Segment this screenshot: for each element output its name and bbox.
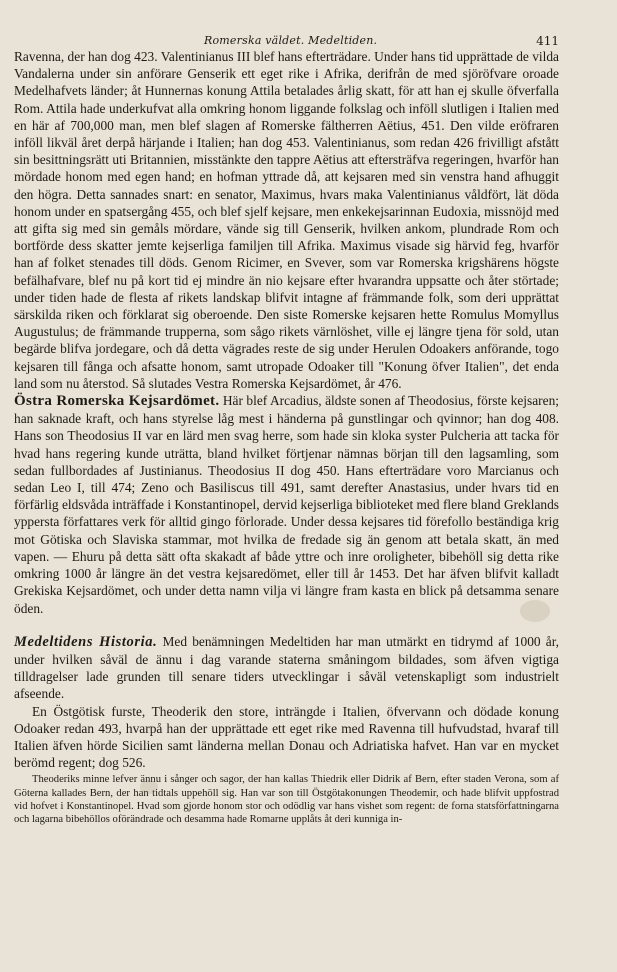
running-title: Romerska väldet. Medeltiden. [204,34,378,47]
section-gap [14,617,559,633]
paper-stain [140,780,158,794]
paragraph-eastern-empire [14,392,559,617]
paragraph-medieval-text: Med benämningen Medeltiden har man utmärkt en tidrymd af 1000 år, under hvilken såväl de ännu i dag varande staterna småningom bildades, som äfven vigtiga tilldragelser lade grunden till senare tiders utvecklingar i såväl vetenskapligt som industrielt afseende. [14,633,559,702]
page-number: 411 [536,34,559,48]
section-heading-eastern-empire: Östra Romerska Kejsardömet. [14,393,220,410]
paper-stain [520,600,550,622]
paragraph-theoderik: En Östgötisk furste, Theoderik den store, inträngde i Italien, öfvervann och dödade konung Odoaker redan 493, hvarpå han der upprättade ett eget rike med Ravenna till hufvudstad, hvaraf till Italien äfven hörde Sicilien samt länderna mellan Donau och Adriatiska hafvet. Han var en mycket berömd regent; dog 526. [14,703,559,771]
section-heading-medieval: Medeltidens Historia. [14,633,158,650]
footnote-theoderik: Theoderiks minne lefver ännu i sånger och sagor, der han kallas Thiedrik eller Didrik af Bern, efter staden Verona, som af Göterna kallades Bern, der han tidtals uppehöll sig. Han var son till Östgötakonungen Theodemir, och hade blifvit uppfostrad vid hofvet i Konstantinopel. Hvad som gjorde honom stor och odödlig var hans vishet som regent: de forna statsförfattningarna och lagarna bibehöllos oförändrade och desamma hade Romarne upplåts åt deri kunniga in- [14,774,559,825]
paragraph-eastern-empire-text: Här blef Arcadius, äldste sonen af Theodosius, förste kejsaren; han saknade kraft, och hans styrelse låg mest i händerna på gunstlingar och qvinnor; han dog 408. Hans son Theodosius II var en lärd men svag herre, som hade sin kloka syster Pulcheria att tacka för hvad hans regering kunde uträtta, bland hvilket förtjenar nämnas början till den lagsamling, som sedan fullbordades af Justinianus. Theodosius II dog 450. Hans efterträdare voro Marcianus och sedan Leo I, till 474; Zeno och Basiliscus till 491, samt derefter Anastasius, under hvars tid en förfärlig eldsvåda inträffade i Konstantinopel, dervid kejserliga biblioteket med flere bland Greklands yppersta författares verk för alltid gingo förlorade. Under dessa kejsares tid förefollo beständiga krig mot Götiska och Slaviska stammar, mot hvilka de fredade sig än genom att betala skatt, än med vapen. — Ehuru på detta sätt ofta skakadt af både yttre och inre oroligheter, bibehöll sig detta rike omkring 1000 år längre än det vestra kejsaredömet, eller till år 1453. Det har äfven blifvit kalladt Grekiska Kejsardömet, och under detta namn vilja vi längre fram kasta en blick på detsamma senare öden. [14,393,559,616]
paragraph-western-empire: Ravenna, der han dog 423. Valentinianus III blef hans efterträdare. Under hans tid upprättade de vilda Vandalerna under sin anförare Genserik ett eget rike i Afrika, derifrån de med sjöröfvare oroade Medelhafvets länder; åt Hunnernas konung Attila betalades årlig skatt, för att han ej skulle öfverfalla Rom. Attila hade underkufvat alla omkring honom liggande folkslag och inföll slutligen i Italien med en här af 700,000 man, men blef slagen af Romerske fältherren Aëtius, 451. Den vilde eröfraren inföll likväl året derpå härjande i Italien; han dog 453. Valentinianus, som redan 426 frivilligt afstått sin besittningsrätt uti Britannien, misstänkte den tappre Aëtius att eftersträfva regeringen, hvarför han mördade honom med egen hand; en hofman yttrade då, att kejsaren med sin venstra hand afhuggit den högra. Detta sannades snart: en senator, Maximus, hvars maka Valentinianus våldfört, lät döda honom under en spatsergång 455, och blef sjelf kejsare, men enkekejsarinnan Eudoxia, missnöjd med att gifta sig med sin gemåls mördare, vände sig till Genserik, hvilken ankom, plundrade Rom och bortförde dess skatter jemte kejserliga familjen till Afrika. Maximus visade sig härvid feg, hvarför han af folket stenades till döds. Genom Ricimer, en Svever, som var Romerska krigshärens högste befälhafvare, blef nu på kort tid ej mindre än nio kejsare efter hvarandra uppsatte och åter störtade; under tiden hade de flesta af rikets landskap blifvit intagne af främmande folk, som deri upprättat särskilda riken och förklarat sig oberoende. Den siste Romerske kejsaren hette Romulus Momyllus Augustulus; de främmande trupperna, som sågo rikets värnlöshet, ville ej längre tjena för sold, utan begärde blifva jordegare, och då detta vägrades reste de sig under Herulen Odoakers anförande, togo kejsaren till fånga och afsatte honom, samt utropade Odoaker till "Konung öfver Italien", det enda land som nu återstod. Så slutades Vestra Romerska Kejsardömet, år 476. [14,49,559,391]
running-header [14,30,559,48]
paragraph-medieval [14,633,559,703]
